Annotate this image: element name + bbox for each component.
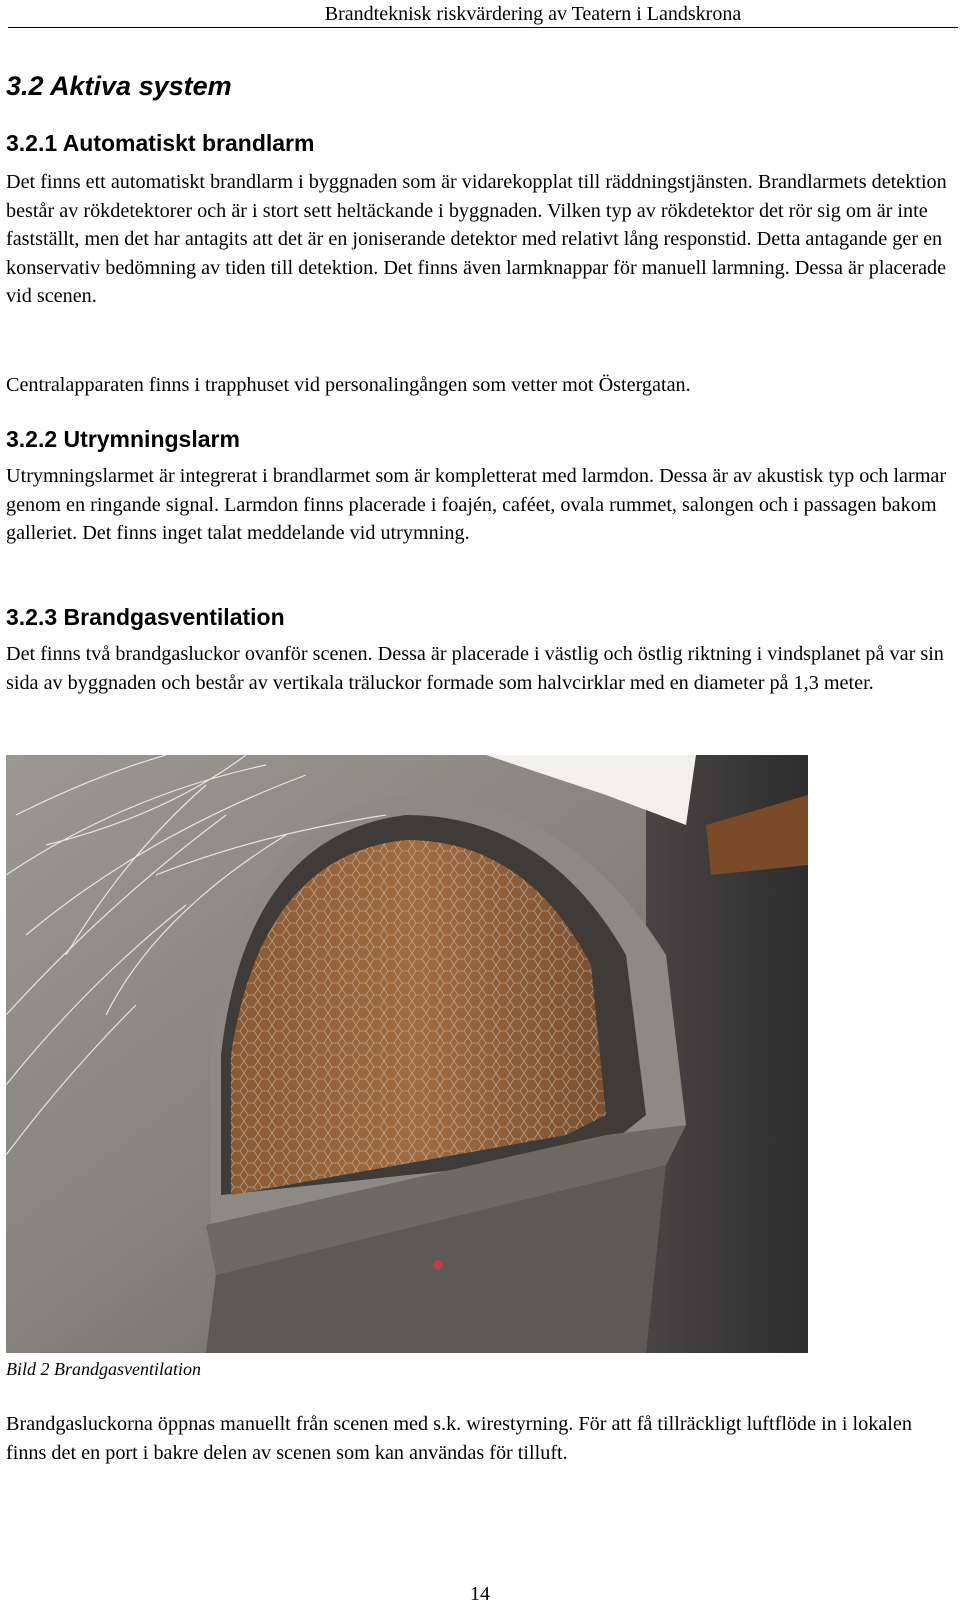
running-header: Brandteknisk riskvärdering av Teatern i Landskrona	[8, 0, 958, 28]
smoke-vent-photo	[6, 755, 808, 1353]
paragraph-brandlarm-1: Det finns ett automatiskt brandlarm i byggnaden som är vidarekopplat till räddningstjänsten. Brandlarmets detektion består av rökdetektorer och är i stort sett heltäckande i byggnaden. Vilken typ av rökdetektor det rör sig om är inte fastställt, men det har antagits att det är en joniserande detektor med relativt lång responstid. Detta antagande ger en konservativ bedömning av tiden till detektion. Det finns även larmknappar för manuell larmning. Dessa är placerade vid scenen.	[6, 171, 947, 308]
section-heading: 3.2 Aktiva system	[6, 71, 232, 101]
paragraph-utrymningslarm: Utrymningslarmet är integrerat i brandlarmet som är kompletterat med larmdon. Dessa är av akustisk typ och larmar genom en ringande signal. Larmdon finns placerade i foajén, caféet, ovala rummet, salongen och i passagen bakom galleriet. Det finns inget talat meddelande vid utrymning.	[6, 465, 947, 545]
paragraph-brandgasventilation: Det finns två brandgasluckor ovanför scenen. Dessa är placerade i västlig och östlig riktning i vindsplanet på var sin sida av byggnaden och består av vertikala träluckor formade som halvcirklar med en diameter på 1,3 meter.	[6, 643, 944, 694]
subsection-heading-brandgasventilation: 3.2.3 Brandgasventilation	[6, 604, 285, 630]
page-number: 14	[470, 1583, 490, 1605]
subsection-heading-automatiskt-brandlarm: 3.2.1 Automatiskt brandlarm	[6, 130, 315, 156]
subsection-heading-utrymningslarm: 3.2.2 Utrymningslarm	[6, 426, 240, 452]
paragraph-brandlarm-2: Centralapparaten finns i trapphuset vid personalingången som vetter mot Östergatan.	[6, 374, 691, 396]
paragraph-closing: Brandgasluckorna öppnas manuellt från scenen med s.k. wirestyrning. För att få tillräckligt luftflöde in i lokalen finns det en port i bakre delen av scenen som kan användas för tilluft.	[6, 1413, 912, 1464]
figure-caption: Bild 2 Brandgasventilation	[6, 1359, 201, 1379]
